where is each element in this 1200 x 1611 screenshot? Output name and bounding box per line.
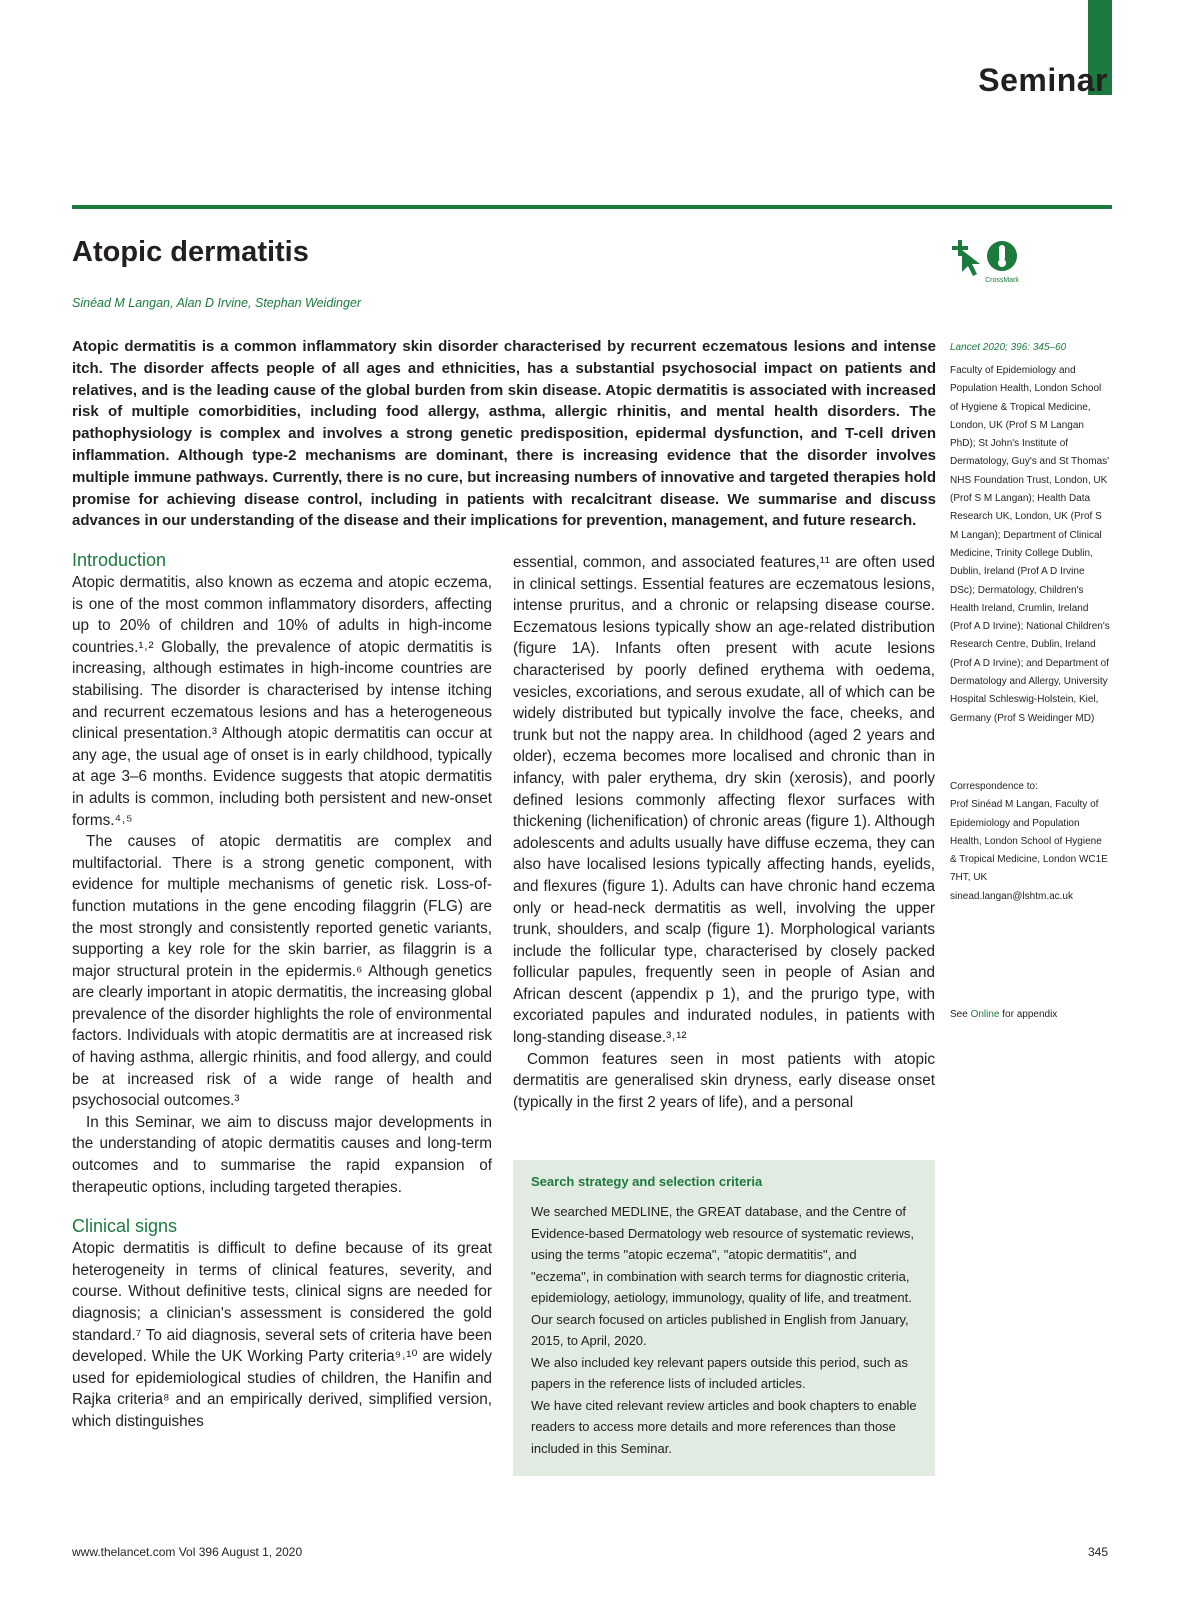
main-column-left	[72, 548, 492, 1433]
correspondence	[950, 778, 1110, 906]
paragraph: Common features seen in most patients with atopic dermatitis are generalised skin dryness, early disease onset (typically in the first 2 years of life), and a personal	[513, 1050, 935, 1111]
appendix-note	[950, 1006, 1110, 1024]
article-title: Atopic dermatitis	[72, 236, 309, 268]
panel-paragraph: We searched MEDLINE, the GREAT database, and the Centre of Evidence-based Dermatology web resource of systematic reviews, using the terms "atopic eczema", "atopic dermatitis", and "eczema", in combination with search terms for diagnostic criteria, epidemiology, aetiology, immunology, quality of life, and treatment. Our search focused on articles published in English from January, 2015, to April, 2020.	[531, 1204, 914, 1348]
online-appendix-link[interactable]: Online	[970, 1009, 1000, 1020]
appendix-suffix: for appendix	[999, 1009, 1058, 1020]
panel-paragraph: We also included key relevant papers outside this period, such as papers in the reference lists of included articles.	[531, 1354, 908, 1391]
correspondence-address: Prof Sinéad M Langan, Faculty of Epidemiology and Population Health, London School of Hygiene & Tropical Medicine, London WC1E 7HT, UK sinead.langan@lshtm.ac.uk	[950, 799, 1108, 902]
header-rule	[72, 205, 1112, 209]
paragraph: Atopic dermatitis, also known as eczema and atopic eczema, is one of the most common inflammatory disorders, affecting up to 20% of children and 10% of adults in high-income countries.¹˒² Globally, the prevalence of atopic dermatitis is increasing, although estimates in high-income countries are stabilising. The disorder is characterised by intense itching and recurrent eczematous lesions and has a heterogeneous clinical presentation.³ Although atopic dermatitis can occur at any age, the usual age of onset is in early childhood, typically at age 3–6 months. Evidence suggests that atopic dermatitis in adults is common, including both persistent and new-onset forms.⁴˒⁵	[72, 574, 492, 829]
crossmark-icon[interactable]	[950, 236, 1040, 292]
section-heading-introduction: Introduction	[72, 550, 167, 570]
journal-footer: www.thelancet.com Vol 396 August 1, 2020	[72, 1545, 303, 1559]
search-strategy-panel	[513, 1160, 935, 1476]
affiliations: Faculty of Epidemiology and Population Health, London School of Hygiene & Tropical Medicine, London, UK (Prof S M Langan PhD); St John's Institute of Dermatology, Guy's and St Thomas' NHS Foundation Trust, London, UK (Prof S M Langan); Health Data Research UK, London, UK (Prof S M Langan); Department of Clinical Medicine, Trinity College Dublin, Dublin, Ireland (Prof A D Irvine DSc); Dermatology, Children's Health Ireland, Crumlin, Ireland (Prof A D Irvine); National Children's Research Centre, Dublin, Ireland (Prof A D Irvine); and Department of Dermatology and Allergy, University Hospital Schleswig-Holstein, Kiel, Germany (Prof S Weidinger MD)	[950, 365, 1110, 724]
paragraph: In this Seminar, we aim to discuss major developments in the understanding of atopic dermatitis causes and long-term outcomes and to summarise the rapid expansion of therapeutic options, including targeted therapies.	[72, 1113, 492, 1196]
paragraph: Atopic dermatitis is difficult to define because of its great heterogeneity in terms of clinical features, severity, and course. Without definitive tests, clinical signs are needed for diagnosis; a clinician's assessment is considered the gold standard.⁷ To aid diagnosis, several sets of criteria have been developed. While the UK Working Party criteria⁹˒¹⁰ are widely used for epidemiological studies of children, the Hanifin and Rajka criteria⁸ and an empirically derived, simplified version, which distinguishes	[72, 1240, 492, 1430]
correspondence-label: Correspondence to:	[950, 781, 1038, 792]
appendix-prefix: See	[950, 1009, 971, 1020]
author-list: Sinéad M Langan, Alan D Irvine, Stephan Weidinger	[72, 296, 362, 310]
paragraph: essential, common, and associated features,¹¹ are often used in clinical settings. Essential features are eczematous lesions, intense pruritus, and a chronic or relapsing disease course. Eczematous lesions typically show an age-related distribution (figure 1A). Infants often present with acute lesions characterised by poorly defined erythema with oedema, vesicles, excoriations, and serous exudate, all of which can be widely distributed but typically involve the face, cheeks, and trunk but not the nappy area. In childhood (aged 2 years and older), eczema becomes more localised and chronic than in infancy, with paler erythema, dry skin (xerosis), and poorly defined lesions commonly affecting flexor surfaces with thickening (lichenification) of chronic areas (figure 1). Although adolescents and adults usually have diffuse eczema, they can also have localised lesions typically affecting hands, eyelids, and flexures (figure 1). Adults can have chronic hand eczema only or head-neck dermatitis as well, involving the upper trunk, shoulders, and scalp (figure 1). Morphological variants include the follicular type, characterised by closely packed follicular papules, frequently seen in people of Asian and African descent (appendix p 1), and the prurigo type, with excoriated papules and indurated nodules, in patients with long-standing disease.³˒¹²	[513, 554, 935, 1047]
paragraph: The causes of atopic dermatitis are complex and multifactorial. There is a strong genetic component, with evidence for multiple mechanisms of genetic risk. Loss-of-function mutations in the gene encoding filaggrin (FLG) are the most strongly and consistently reported genetic variants, supporting a key role for the skin barrier, as filaggrin is a major structural protein in the epidermis.⁶ Although genetics are clearly important in atopic dermatitis, the increasing global prevalence of the disorder highlights the role of environmental factors. Individuals with atopic dermatitis are at increased risk of having asthma, allergic rhinitis, and food allergy, and could be at increased risk of a wide range of health and psychosocial outcomes.³	[72, 833, 492, 1110]
section-heading-clinical-signs: Clinical signs	[72, 1216, 178, 1237]
section-label: Seminar	[978, 62, 1108, 98]
abstract: Atopic dermatitis is a common inflammatory skin disorder characterised by recurrent eczematous lesions and intense itch. The disorder affects people of all ages and ethnicities, has a substantial psychosocial impact on patients and relatives, and is the leading cause of the global burden from skin disease. Atopic dermatitis is associated with increased risk of multiple comorbidities, including food allergy, asthma, allergic rhinitis, and mental health disorders. The pathophysiology is complex and involves a strong genetic predisposition, epidermal dysfunction, and T-cell driven inflammation. Although type-2 mechanisms are dominant, there is increasing evidence that the disorder involves multiple immune pathways. Currently, there is no cure, but increasing numbers of innovative and targeted therapies hold promise for achieving disease control, including in patients with recalcitrant disease. We summarise and discuss advances in our understanding of the disease and their implications for prevention, management, and future research.	[72, 338, 936, 530]
citation: Lancet 2020; 396: 345–60	[950, 342, 1067, 353]
crossmark-label: CrossMark	[985, 277, 1019, 284]
panel-paragraph: We have cited relevant review articles and book chapters to enable readers to access more details and more references than those included in this Seminar.	[531, 1397, 917, 1456]
panel-heading: Search strategy and selection criteria	[531, 1174, 763, 1189]
main-column-right	[513, 552, 935, 1113]
page-number: 345	[1087, 1545, 1108, 1559]
